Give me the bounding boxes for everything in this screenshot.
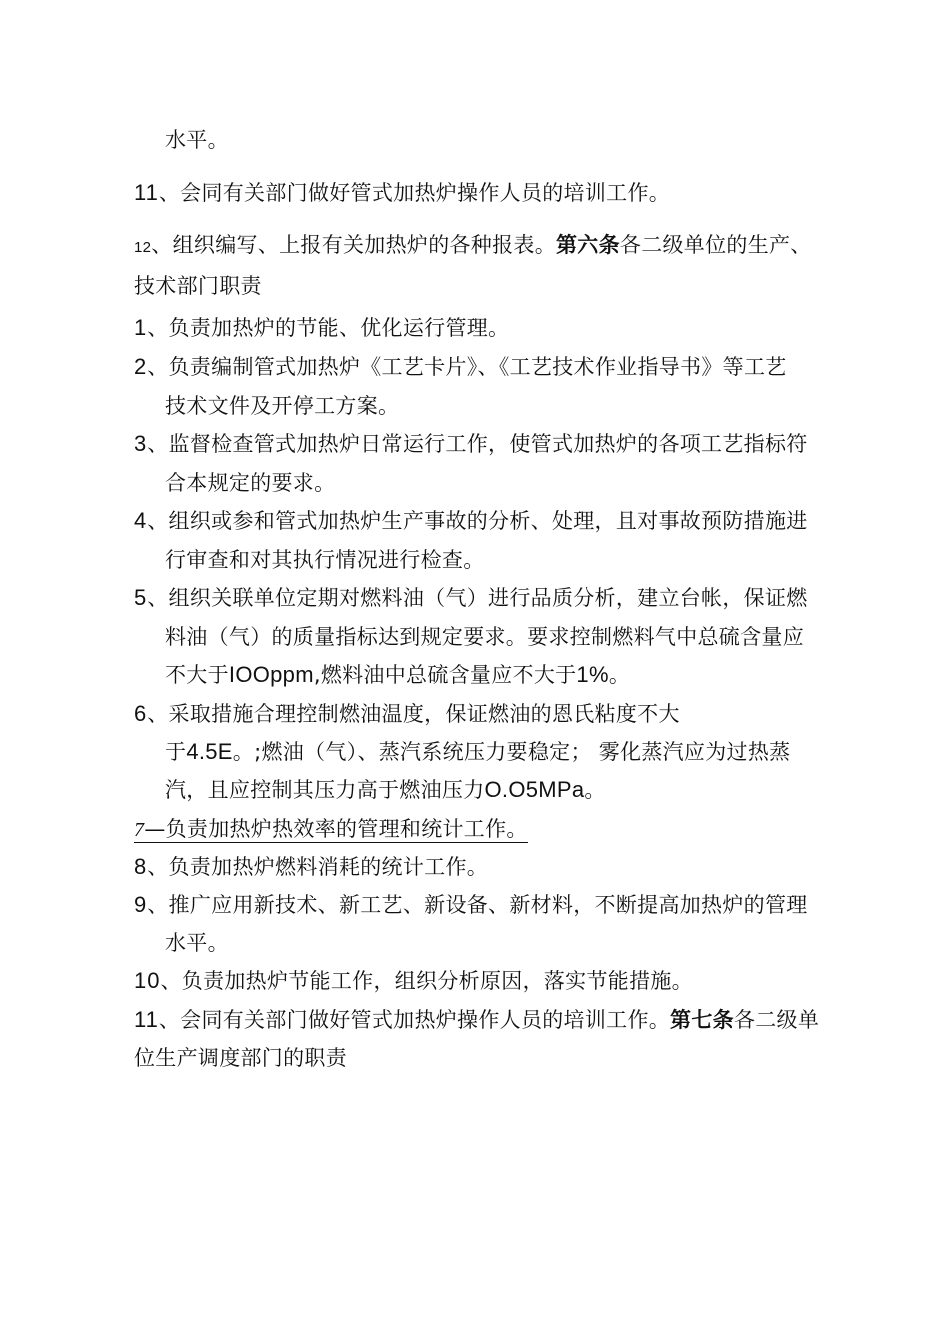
item-number: 9 (134, 892, 148, 917)
line-text: 水平。 (165, 931, 229, 955)
item-text: 、组织或参和管式加热炉生产事故的分析、处理，且对事故预防措施进 (147, 509, 808, 533)
line-value: O.O5MPa (484, 777, 585, 802)
item-number: 2 (134, 354, 148, 379)
line-value: 1% (576, 662, 609, 687)
line-text: 水平。 (165, 128, 229, 152)
item-number: 1 (134, 315, 148, 340)
list-item (134, 699, 680, 729)
line-text: 技术文件及开停工方案。 (165, 394, 400, 418)
line-text: 。;燃油（气）、蒸汽系统压力要稳定； 雾化蒸汽应为过热蒸 (232, 740, 791, 764)
list-item (134, 966, 693, 996)
list-item (134, 1005, 819, 1035)
line-text: 汽，且应控制其压力高于燃油压力 (165, 778, 485, 802)
line-text: 不大于 (165, 663, 229, 687)
line-text: 行审查和对其执行情况进行检查。 (165, 548, 485, 572)
item-number: 4 (134, 508, 148, 533)
list-item (134, 583, 808, 613)
list-item (134, 814, 528, 845)
item-text: 、负责加热炉节能工作，组织分析原因，落实节能措施。 (160, 969, 693, 993)
line-text: 合本规定的要求。 (165, 471, 336, 495)
line-text: 位生产调度部门的职责 (134, 1046, 347, 1070)
list-item (134, 506, 808, 536)
line-text: 料油（气）的质量指标达到规定要求。要求控制燃料气中总硫含量应 (165, 625, 804, 649)
list-item (134, 230, 812, 263)
item-number: 10 (134, 968, 161, 993)
line-text: 技术部门职责 (134, 274, 262, 298)
item-text: 、监督检查管式加热炉日常运行工作，使管式加热炉的各项工艺指标符 (147, 432, 808, 456)
text-line (165, 468, 335, 498)
article-heading: 第六条 (556, 233, 620, 257)
item-text: —负责加热炉热效率的管理和统计工作。 (144, 817, 528, 841)
line-text: ,燃料油中总硫含量应不大于 (313, 663, 577, 687)
line-text: 。 (584, 778, 606, 802)
item-number: 6 (134, 701, 148, 726)
text-line (165, 928, 229, 958)
text-line (165, 391, 399, 421)
list-item (134, 890, 808, 920)
list-item (134, 852, 488, 882)
text-line (165, 660, 630, 690)
article-heading: 第七条 (670, 1008, 734, 1032)
list-item (134, 313, 509, 343)
list-item (134, 352, 787, 382)
item-text: 各二级单位的生产、 (619, 233, 812, 257)
item-number: 11 (134, 180, 159, 205)
item-number: 11 (134, 1007, 159, 1032)
item-number: 8 (134, 854, 148, 879)
text-line (165, 545, 485, 575)
item-number: 3 (134, 431, 148, 456)
item-text: 、组织编写、上报有关加热炉的各种报表。 (151, 233, 556, 257)
list-item (134, 178, 670, 208)
line-text: 于 (165, 740, 187, 764)
item-text: 、负责加热炉的节能、优化运行管理。 (147, 316, 510, 340)
text-line (134, 271, 262, 301)
text-line (165, 125, 229, 155)
item-text: 各二级单 (733, 1008, 820, 1032)
item-text: 、组织关联单位定期对燃料油（气）进行品质分析，建立台帐，保证燃 (147, 586, 808, 610)
item-text: 、负责编制管式加热炉《工艺卡片》、《工艺技术作业指导书》等工艺 (147, 355, 787, 379)
item-number: 5 (134, 585, 148, 610)
item-text: 、会同有关部门做好管式加热炉操作人员的培训工作。 (158, 181, 671, 205)
text-line (165, 622, 804, 652)
line-text: 。 (608, 663, 631, 687)
line-value: IOOppm (228, 662, 314, 687)
item-text: 、负责加热炉燃料消耗的统计工作。 (147, 855, 489, 879)
item-text: 、推广应用新技术、新工艺、新设备、新材料，不断提高加热炉的管理 (147, 893, 808, 917)
item-text: 、采取措施合理控制燃油温度，保证燃油的恩氏粘度不大 (147, 702, 680, 726)
item-text: 、会同有关部门做好管式加热炉操作人员的培训工作。 (158, 1008, 671, 1032)
item-number: 12 (134, 239, 152, 256)
item-number: 7 (134, 819, 145, 841)
line-value: 4.5E (186, 739, 233, 764)
text-line (134, 1043, 347, 1073)
list-item (134, 429, 808, 459)
text-line (165, 737, 790, 767)
text-line (165, 775, 606, 805)
